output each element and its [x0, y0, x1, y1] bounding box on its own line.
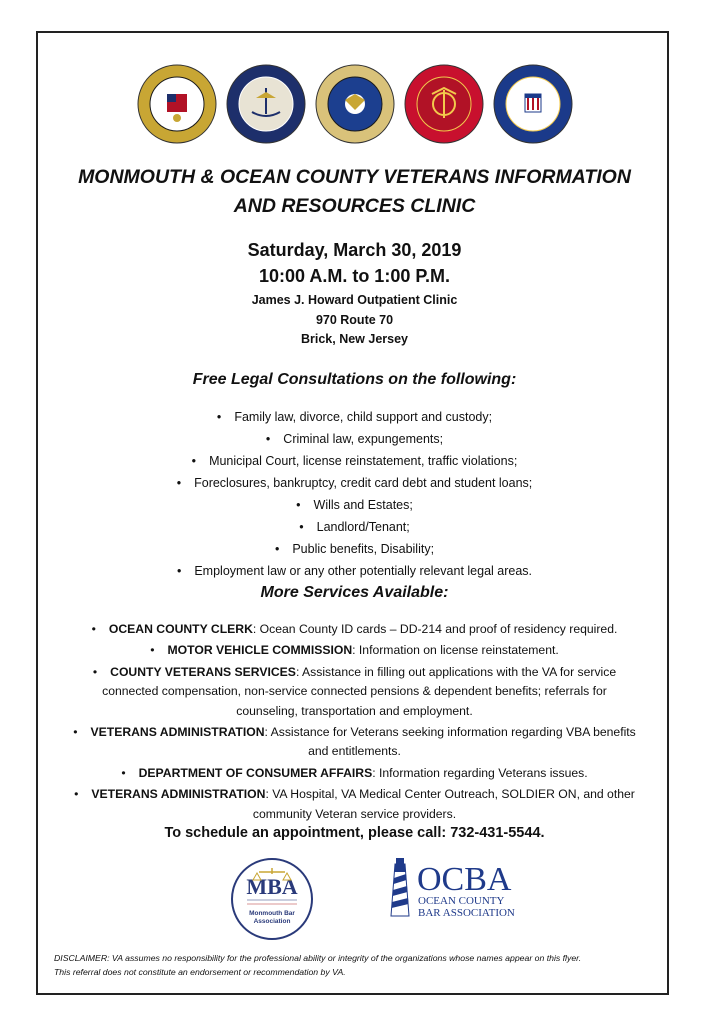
- marine-corps-reserve-seal-icon: [404, 64, 484, 144]
- legal-topic-item: • Employment law or any other potentially relevant legal areas.: [0, 560, 709, 582]
- service-description: : VA Hospital, VA Medical Center Outreach, SOLDIER ON, and other community Veteran service providers.: [252, 787, 635, 821]
- service-item: [70, 620, 639, 639]
- legal-topic-item: • Public benefits, Disability;: [0, 538, 709, 560]
- page-title: [40, 163, 669, 221]
- venue-address: [0, 291, 709, 350]
- service-item: [70, 641, 639, 660]
- service-description: : Information on license reinstatement.: [352, 643, 559, 658]
- title-line-1: MONMOUTH & OCEAN COUNTY VETERANS INFORMATION: [78, 166, 631, 188]
- legal-topic-item: • Foreclosures, bankruptcy, credit card debt and student loans;: [0, 472, 709, 494]
- legal-topic-item: • Criminal law, expungements;: [0, 428, 709, 450]
- mba-name-line-2: Association: [253, 918, 291, 925]
- service-description: : Information regarding Veterans issues.: [372, 765, 588, 780]
- event-date-time: [0, 237, 709, 289]
- service-item: [70, 785, 639, 824]
- service-item: [70, 723, 639, 762]
- coast-guard-seal-icon: [493, 64, 573, 144]
- service-label: • MOTOR VEHICLE COMMISSION: [150, 643, 352, 657]
- legal-topic-item: • Landlord/Tenant;: [0, 516, 709, 538]
- scales-of-justice-icon: [233, 860, 311, 938]
- lighthouse-icon: [391, 858, 409, 916]
- legal-topic-item: • Wills and Estates;: [0, 494, 709, 516]
- services-list: [70, 620, 639, 826]
- title-line-2: AND RESOURCES CLINIC: [233, 195, 476, 217]
- event-time: 10:00 A.M. to 1:00 P.M.: [258, 266, 451, 286]
- service-label: • VETERANS ADMINISTRATION: [74, 787, 265, 801]
- venue-name: James J. Howard Outpatient Clinic: [251, 293, 458, 307]
- navy-seal-icon: [226, 64, 306, 144]
- legal-topics-list: [0, 406, 709, 582]
- service-label: • COUNTY VETERANS SERVICES: [93, 665, 296, 679]
- air-force-seal-icon: [315, 64, 395, 144]
- service-description: : Assistance in filling out applications with the VA for service connected compensation, non-service connected pensions & dependent benefits; referrals for counseling, transportation and employment.: [102, 664, 617, 718]
- mba-name-line-1: Monmouth Bar: [249, 910, 295, 917]
- service-label: • VETERANS ADMINISTRATION: [73, 725, 264, 739]
- legal-topic-item: • Municipal Court, license reinstatement, traffic violations;: [0, 450, 709, 472]
- disclaimer: [54, 951, 659, 979]
- legal-topic-item: • Family law, divorce, child support and custody;: [0, 406, 709, 428]
- mba-logo: [231, 858, 313, 940]
- ocba-logo: [385, 856, 525, 918]
- appointment-call-line: To schedule an appointment, please call: 732-431-5544.: [164, 825, 545, 841]
- army-seal-icon: [137, 64, 217, 144]
- service-label: • OCEAN COUNTY CLERK: [92, 622, 253, 636]
- legal-heading: Free Legal Consultations on the following:: [192, 371, 517, 388]
- military-seals-row: [0, 64, 709, 144]
- disclaimer-line-1: DISCLAIMER: VA assumes no responsibility for the professional ability or integrity of the organizations whose names appear on this flyer.: [54, 953, 582, 963]
- service-item: [70, 663, 639, 721]
- service-description: : Assistance for Veterans seeking information regarding VBA benefits and entitlements.: [264, 725, 636, 759]
- disclaimer-line-2: This referral does not constitute an endorsement or recommendation by VA.: [54, 967, 346, 977]
- venue-city: Brick, New Jersey: [300, 332, 408, 346]
- ocba-name-line-2: BAR ASSOCIATION: [418, 907, 515, 918]
- services-heading: More Services Available:: [260, 584, 449, 601]
- service-description: : Ocean County ID cards – DD-214 and proof of residency required.: [252, 622, 618, 636]
- service-label: • DEPARTMENT OF CONSUMER AFFAIRS: [121, 766, 372, 780]
- event-date: Saturday, March 30, 2019: [247, 240, 462, 260]
- venue-street: 970 Route 70: [315, 312, 394, 327]
- ocba-monogram: OCBA: [417, 861, 512, 898]
- ocba-name-line-1: OCEAN COUNTY: [418, 895, 505, 907]
- service-item: [70, 764, 639, 783]
- mba-monogram: MBA: [246, 874, 298, 899]
